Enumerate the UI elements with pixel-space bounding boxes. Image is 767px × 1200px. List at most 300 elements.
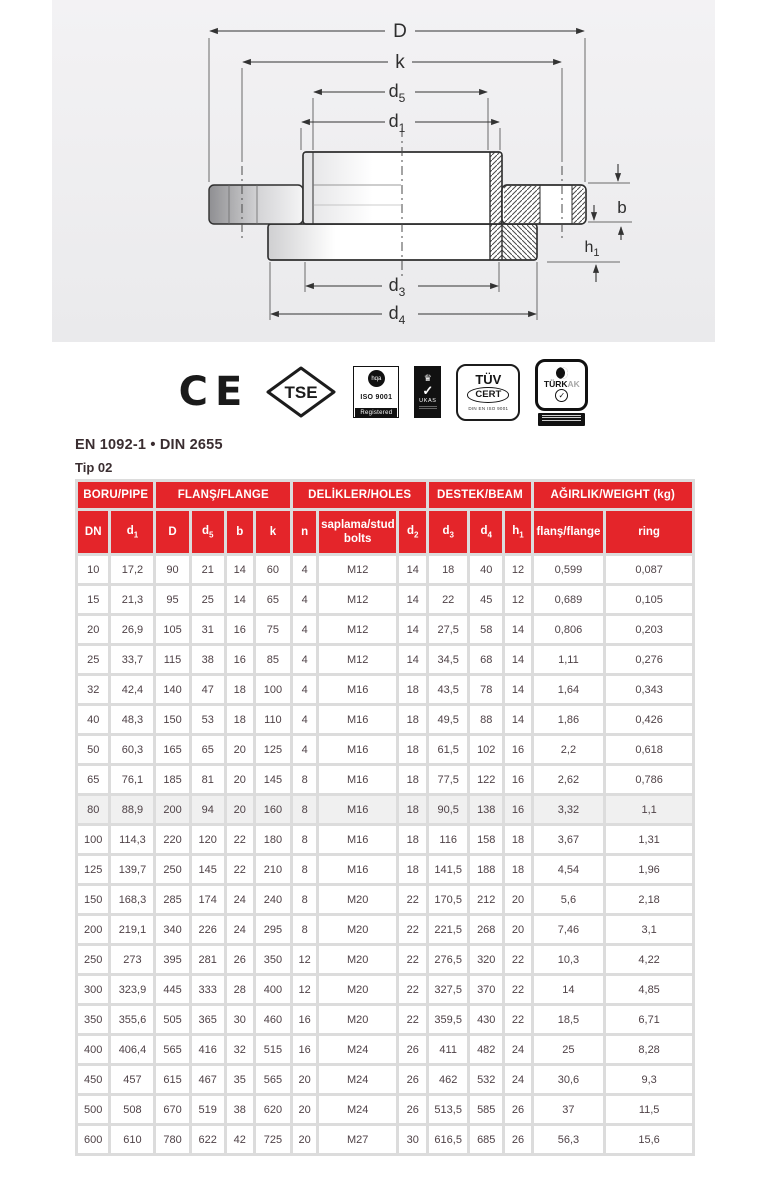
table-cell: 508 (111, 1096, 153, 1123)
table-cell: 7,46 (534, 916, 604, 943)
group-header-cell: FLANŞ/FLANGE (156, 482, 290, 508)
table-cell: 295 (256, 916, 290, 943)
table-cell: 30 (227, 1006, 253, 1033)
table-cell: 22 (429, 586, 467, 613)
column-header-cell: $d_5$ (192, 511, 224, 553)
table-cell: 14 (399, 646, 426, 673)
table-cell: 18 (227, 706, 253, 733)
table-cell: 482 (470, 1036, 502, 1063)
table-cell: 45 (470, 586, 502, 613)
table-cell: 513,5 (429, 1096, 467, 1123)
dim-label-b: b (617, 198, 627, 217)
table-row (78, 796, 692, 823)
table-cell: 48,3 (111, 706, 153, 733)
column-header-cell: saplama/stud bolts (319, 511, 396, 553)
table-cell: 4,85 (606, 976, 692, 1003)
table-cell: 18,5 (534, 1006, 604, 1033)
table-cell: 0,105 (606, 586, 692, 613)
table-cell: 12 (293, 946, 316, 973)
table-cell: M27 (319, 1126, 396, 1153)
table-cell: 138 (470, 796, 502, 823)
table-cell: 28 (227, 976, 253, 1003)
table-cell: 10 (78, 556, 108, 583)
table-cell: 4 (293, 616, 316, 643)
table-cell: M16 (319, 736, 396, 763)
table-cell: 26 (505, 1126, 530, 1153)
table-cell: M20 (319, 886, 396, 913)
table-cell: 610 (111, 1126, 153, 1153)
table-cell: 725 (256, 1126, 290, 1153)
ce-mark-icon: CE (178, 369, 250, 415)
table-row (78, 646, 692, 673)
column-header-cell: ring (606, 511, 692, 553)
table-cell: M20 (319, 1006, 396, 1033)
table-cell: 16 (505, 796, 530, 823)
table-cell: 1,11 (534, 646, 604, 673)
table-cell: M12 (319, 586, 396, 613)
table-cell: 24 (505, 1036, 530, 1063)
table-cell: 22 (505, 946, 530, 973)
column-header-cell: DN (78, 511, 108, 553)
table-cell: 620 (256, 1096, 290, 1123)
table-cell: 355,6 (111, 1006, 153, 1033)
table-cell: 35 (227, 1066, 253, 1093)
table-cell: 78 (470, 676, 502, 703)
table-row (78, 676, 692, 703)
table-cell: 320 (470, 946, 502, 973)
table-cell: 10,3 (534, 946, 604, 973)
table-cell: 18 (399, 826, 426, 853)
table-cell: 515 (256, 1036, 290, 1063)
table-cell: 12 (505, 556, 530, 583)
table-cell: 37 (534, 1096, 604, 1123)
table-cell: 15 (78, 586, 108, 613)
table-cell: 0,426 (606, 706, 692, 733)
cert-text: CERT (475, 389, 502, 401)
table-cell: 30 (399, 1126, 426, 1153)
table-cell: 16 (505, 736, 530, 763)
dim-label-d4: $d_4$ (388, 303, 406, 327)
table-cell: 250 (156, 856, 188, 883)
table-cell: 12 (293, 976, 316, 1003)
table-cell: 81 (192, 766, 224, 793)
table-cell: 22 (505, 976, 530, 1003)
table-cell: 4 (293, 556, 316, 583)
table-cell: 65 (192, 736, 224, 763)
table-cell: 18 (399, 796, 426, 823)
table-cell: 210 (256, 856, 290, 883)
table-cell: 350 (78, 1006, 108, 1033)
table-cell: 250 (78, 946, 108, 973)
table-cell: 150 (78, 886, 108, 913)
table-cell: 16 (227, 646, 253, 673)
table-cell: 22 (227, 826, 253, 853)
group-header-cell: DESTEK/BEAM (429, 482, 530, 508)
turkak-logo (535, 359, 588, 426)
dim-label-D: D (393, 21, 407, 42)
table-row (78, 886, 692, 913)
table-cell: 20 (293, 1096, 316, 1123)
table-cell: 33,7 (111, 646, 153, 673)
table-cell: 100 (256, 676, 290, 703)
table-cell: 80 (78, 796, 108, 823)
table-cell: 32 (227, 1036, 253, 1063)
table-cell: 40 (470, 556, 502, 583)
table-cell: 116 (429, 826, 467, 853)
table-cell: M24 (319, 1066, 396, 1093)
table-row (78, 766, 692, 793)
table-cell: 16 (293, 1006, 316, 1033)
table-cell: 16 (293, 1036, 316, 1063)
table-cell: 395 (156, 946, 188, 973)
table-cell: 122 (470, 766, 502, 793)
table-cell: 20 (78, 616, 108, 643)
dim-label-d3: $d_3$ (388, 275, 406, 299)
table-cell: M16 (319, 796, 396, 823)
table-cell: 88,9 (111, 796, 153, 823)
table-row (78, 826, 692, 853)
table-cell: 400 (78, 1036, 108, 1063)
ukas-fineprint (419, 406, 437, 410)
table-cell: 76,1 (111, 766, 153, 793)
turkak-name-dark: TÜRK (543, 378, 568, 389)
table-cell: 21 (192, 556, 224, 583)
table-cell: 30,6 (534, 1066, 604, 1093)
turkak-name (544, 380, 580, 389)
column-header-cell: $d_2$ (399, 511, 426, 553)
table-cell: 50 (78, 736, 108, 763)
table-cell: 0,343 (606, 676, 692, 703)
table-cell: 20 (505, 916, 530, 943)
iso-registered-label: Registered (355, 408, 397, 417)
table-cell: 145 (256, 766, 290, 793)
table-cell: 4 (293, 586, 316, 613)
table-cell: M20 (319, 946, 396, 973)
table-cell: 185 (156, 766, 188, 793)
table-row (78, 1126, 692, 1153)
table-cell: 38 (227, 1096, 253, 1123)
table-cell: 14 (534, 976, 604, 1003)
table-cell: 0,599 (534, 556, 604, 583)
table-cell: 411 (429, 1036, 467, 1063)
table-cell: 370 (470, 976, 502, 1003)
table-cell: 8 (293, 766, 316, 793)
table-cell: 38 (192, 646, 224, 673)
table-column-header-row (78, 511, 692, 553)
table-cell: 170,5 (429, 886, 467, 913)
table-cell: 16 (227, 616, 253, 643)
table-cell: 47 (192, 676, 224, 703)
table-cell: 24 (227, 916, 253, 943)
table-cell: 1,86 (534, 706, 604, 733)
table-cell: 18 (399, 856, 426, 883)
table-cell: 85 (256, 646, 290, 673)
table-cell: 615 (156, 1066, 188, 1093)
table-body (78, 556, 692, 1153)
table-cell: 285 (156, 886, 188, 913)
table-cell: 150 (156, 706, 188, 733)
tse-logo-icon (264, 364, 338, 420)
table-cell: 532 (470, 1066, 502, 1093)
table-cell: 25 (534, 1036, 604, 1063)
table-cell: 16 (505, 766, 530, 793)
table-cell: 26 (399, 1036, 426, 1063)
table-cell: 22 (227, 856, 253, 883)
dim-label-d5: $d_5$ (388, 81, 406, 105)
table-cell: 4 (293, 706, 316, 733)
table-row (78, 556, 692, 583)
table-cell: 114,3 (111, 826, 153, 853)
table-cell: M16 (319, 676, 396, 703)
column-header-cell: $h_1$ (505, 511, 530, 553)
table-cell: 685 (470, 1126, 502, 1153)
check-icon: ✓ (422, 383, 434, 398)
table-cell: 600 (78, 1126, 108, 1153)
turkak-box (535, 359, 588, 411)
table-row (78, 706, 692, 733)
table-cell: 139,7 (111, 856, 153, 883)
dim-label-d1: $d_1$ (388, 111, 406, 135)
table-cell: 145 (192, 856, 224, 883)
title-block (75, 437, 223, 475)
table-cell: 20 (293, 1126, 316, 1153)
table-cell: 49,5 (429, 706, 467, 733)
ukas-logo (414, 366, 441, 418)
flange-drawing-panel (52, 0, 715, 342)
table-cell: 565 (156, 1036, 188, 1063)
table-cell: 22 (399, 946, 426, 973)
standard-title: EN 1092-1 • DIN 2655 (75, 437, 223, 453)
table-cell: 221,5 (429, 916, 467, 943)
table-cell: 120 (192, 826, 224, 853)
table-cell: 616,5 (429, 1126, 467, 1153)
column-header-cell: k (256, 511, 290, 553)
table-row (78, 1006, 692, 1033)
table-cell: 3,1 (606, 916, 692, 943)
table-cell: M12 (319, 646, 396, 673)
table-cell: 350 (256, 946, 290, 973)
table-cell: 6,71 (606, 1006, 692, 1033)
iso9001-logo (353, 366, 399, 418)
table-cell: 90,5 (429, 796, 467, 823)
table-cell: 519 (192, 1096, 224, 1123)
table-cell: 60,3 (111, 736, 153, 763)
table-cell: 8 (293, 886, 316, 913)
table-cell: 340 (156, 916, 188, 943)
check-circle-icon: ✓ (555, 389, 568, 402)
table-cell: 56,3 (534, 1126, 604, 1153)
table-cell: 26,9 (111, 616, 153, 643)
table-cell: 42 (227, 1126, 253, 1153)
table-cell: 22 (399, 976, 426, 1003)
table-cell: 12 (505, 586, 530, 613)
table-cell: 500 (78, 1096, 108, 1123)
table-cell: 200 (78, 916, 108, 943)
table-cell: M20 (319, 916, 396, 943)
table-cell: 125 (256, 736, 290, 763)
table-cell: 460 (256, 1006, 290, 1033)
table-cell: 25 (78, 646, 108, 673)
group-header-cell: AĞIRLIK/WEIGHT (kg) (534, 482, 692, 508)
table-cell: 14 (505, 616, 530, 643)
table-cell: 200 (156, 796, 188, 823)
table-cell: 26 (399, 1096, 426, 1123)
iso-name: ISO 9001 (360, 394, 393, 401)
table-cell: 1,96 (606, 856, 692, 883)
table-cell: 11,5 (606, 1096, 692, 1123)
table-cell: 212 (470, 886, 502, 913)
table-cell: M20 (319, 976, 396, 1003)
tuv-subtext: DIN EN ISO 9001 (468, 405, 509, 411)
column-header-cell: $d_3$ (429, 511, 467, 553)
table-cell: 333 (192, 976, 224, 1003)
ukas-name: UKAS (419, 398, 437, 404)
group-header-cell: BORU/PIPE (78, 482, 153, 508)
table-cell: 430 (470, 1006, 502, 1033)
table-cell: 1,1 (606, 796, 692, 823)
table-cell: 75 (256, 616, 290, 643)
dim-label-h1: $h_1$ (584, 239, 600, 259)
table-cell: 68 (470, 646, 502, 673)
table-cell: 445 (156, 976, 188, 1003)
column-header-cell: $d_1$ (111, 511, 153, 553)
table-cell: 467 (192, 1066, 224, 1093)
table-row (78, 1066, 692, 1093)
tse-text: TSE (284, 383, 318, 402)
table-cell: 34,5 (429, 646, 467, 673)
table-cell: 61,5 (429, 736, 467, 763)
table-cell: 8 (293, 796, 316, 823)
table-cell: 160 (256, 796, 290, 823)
table-cell: 4 (293, 646, 316, 673)
table-cell: M16 (319, 766, 396, 793)
table-cell: 1,31 (606, 826, 692, 853)
table-cell: M24 (319, 1096, 396, 1123)
flange-drawing (52, 0, 715, 342)
hqa-badge-icon: hqa (368, 370, 385, 387)
dimension-table (75, 479, 695, 1156)
table-cell: 565 (256, 1066, 290, 1093)
column-header-cell: D (156, 511, 188, 553)
table-cell: 416 (192, 1036, 224, 1063)
table-cell: 670 (156, 1096, 188, 1123)
table-cell: 18 (399, 676, 426, 703)
table-cell: 65 (78, 766, 108, 793)
table-cell: 32 (78, 676, 108, 703)
table-cell: 14 (399, 616, 426, 643)
table-cell: 365 (192, 1006, 224, 1033)
table-cell: 5,6 (534, 886, 604, 913)
table-cell: 165 (156, 736, 188, 763)
table-row (78, 1036, 692, 1063)
table-cell: 0,087 (606, 556, 692, 583)
table-cell: 24 (505, 1066, 530, 1093)
table-cell: 2,18 (606, 886, 692, 913)
table-cell: 14 (227, 586, 253, 613)
table-cell: 18 (505, 826, 530, 853)
table-cell: 240 (256, 886, 290, 913)
table-cell: 88 (470, 706, 502, 733)
table-cell: 168,3 (111, 886, 153, 913)
table-cell: 90 (156, 556, 188, 583)
table-cell: 8,28 (606, 1036, 692, 1063)
table-cell: 2,62 (534, 766, 604, 793)
table-cell: 24 (227, 886, 253, 913)
table-cell: 22 (505, 1006, 530, 1033)
table-cell: 18 (505, 856, 530, 883)
table-cell: M16 (319, 826, 396, 853)
table-cell: 18 (429, 556, 467, 583)
crown-icon: ♛ (423, 373, 432, 383)
table-row (78, 976, 692, 1003)
table-cell: 1,64 (534, 676, 604, 703)
table-cell: 43,5 (429, 676, 467, 703)
table-cell: 40 (78, 706, 108, 733)
table-cell: 53 (192, 706, 224, 733)
table-cell: 0,276 (606, 646, 692, 673)
table-cell: 462 (429, 1066, 467, 1093)
table-cell: 15,6 (606, 1126, 692, 1153)
table-cell: 115 (156, 646, 188, 673)
table-cell: 20 (227, 736, 253, 763)
table-cell: 27,5 (429, 616, 467, 643)
table-cell: 406,4 (111, 1036, 153, 1063)
table-cell: 4 (293, 676, 316, 703)
table-cell: 18 (399, 736, 426, 763)
table-cell: 125 (78, 856, 108, 883)
table-cell: 505 (156, 1006, 188, 1033)
table-cell: 323,9 (111, 976, 153, 1003)
table-cell: 14 (399, 556, 426, 583)
table-cell: 158 (470, 826, 502, 853)
table-cell: 359,5 (429, 1006, 467, 1033)
table-cell: 276,5 (429, 946, 467, 973)
table-cell: 31 (192, 616, 224, 643)
table-cell: 180 (256, 826, 290, 853)
table-cell: 21,3 (111, 586, 153, 613)
table-row (78, 1096, 692, 1123)
table-cell: 94 (192, 796, 224, 823)
table-cell: 4,22 (606, 946, 692, 973)
table-cell: 3,67 (534, 826, 604, 853)
table-cell: M16 (319, 856, 396, 883)
table-row (78, 736, 692, 763)
table-cell: 17,2 (111, 556, 153, 583)
table-cell: 26 (399, 1066, 426, 1093)
table-cell: 102 (470, 736, 502, 763)
group-header-cell: DELİKLER/HOLES (293, 482, 426, 508)
table-cell: 226 (192, 916, 224, 943)
dim-label-k: k (395, 52, 405, 73)
table-cell: 95 (156, 586, 188, 613)
table-cell: 457 (111, 1066, 153, 1093)
table-cell: 65 (256, 586, 290, 613)
table-cell: M24 (319, 1036, 396, 1063)
table-cell: 0,786 (606, 766, 692, 793)
column-header-cell: n (293, 511, 316, 553)
table-cell: 20 (505, 886, 530, 913)
table-cell: 25 (192, 586, 224, 613)
column-header-cell: flanş/flange (534, 511, 604, 553)
table-row (78, 946, 692, 973)
table-cell: M12 (319, 556, 396, 583)
table-cell: 14 (399, 586, 426, 613)
table-row (78, 856, 692, 883)
table-cell: 14 (227, 556, 253, 583)
table-cell: 585 (470, 1096, 502, 1123)
table-cell: 281 (192, 946, 224, 973)
table-cell: 2,2 (534, 736, 604, 763)
